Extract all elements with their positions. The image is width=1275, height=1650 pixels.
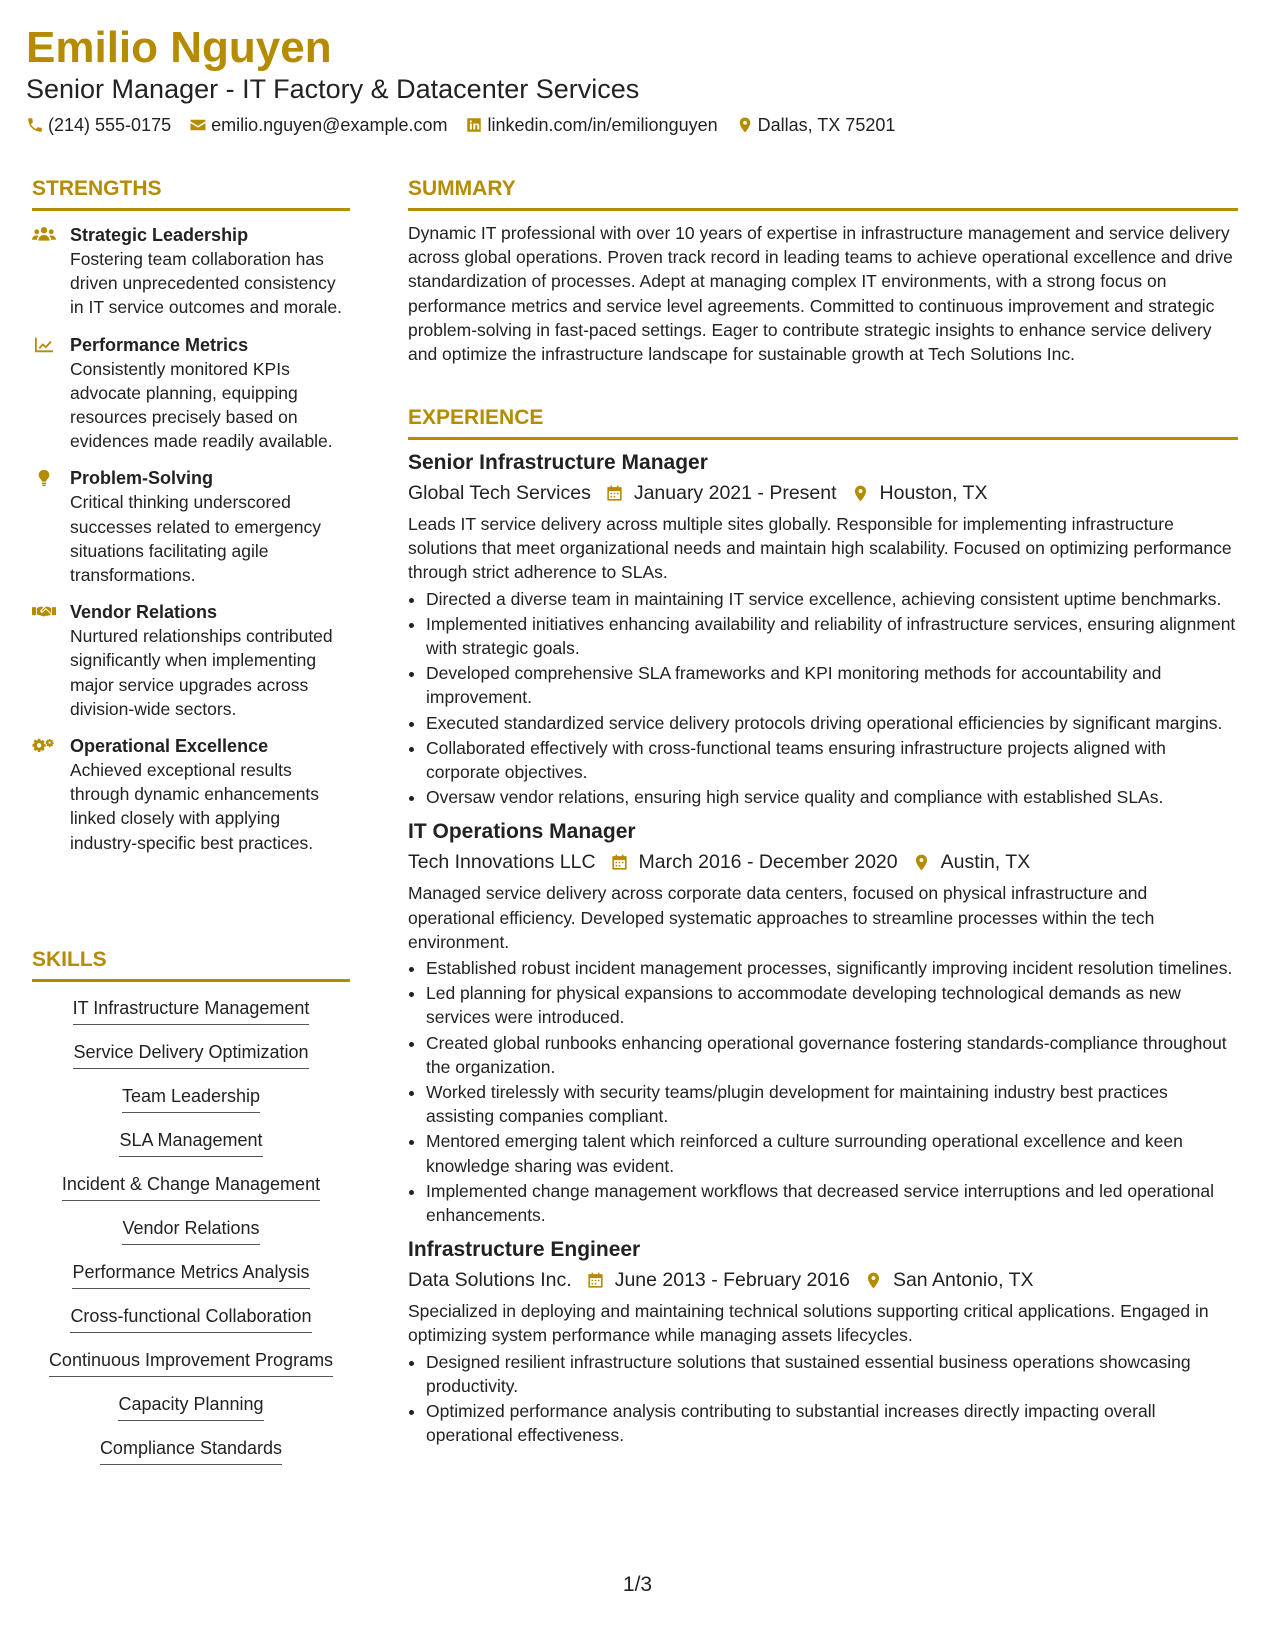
job-bullet: • Worked tirelessly with security teams/plugin development for maintaining industry best practices assisting companies compliant. (426, 1080, 1238, 1128)
job-meta (408, 478, 1238, 508)
phone-text: (214) 555-0175 (48, 115, 172, 135)
job-bullet: • Directed a diverse team in maintaining IT service excellence, achieving consistent uptime benchmarks. (426, 587, 1238, 611)
job-title: Infrastructure Engineer (408, 1238, 641, 1262)
gears-icon (32, 737, 56, 755)
job-bullet: • Developed comprehensive SLA frameworks and KPI monitoring methods for accountability and improvement. (426, 661, 1238, 709)
strength-text: Achieved exceptional results through dynamic enhancements linked closely with applying industry-specific best practices. (70, 760, 320, 853)
handshake-icon (32, 603, 56, 621)
job-bullets (408, 1350, 1238, 1448)
map-pin-icon (736, 116, 754, 134)
strength-item (32, 333, 350, 454)
job-description: Managed service delivery across corporate data centers, focused on physical infrastructure and operational efficiency. Developed systematic approaches to streamline processes within the tech environment. (408, 883, 1155, 952)
job-bullet: • Designed resilient infrastructure solutions that sustained essential business operations showcasing productivity. (426, 1350, 1238, 1398)
contact-linkedin[interactable] (465, 113, 717, 137)
job-bullet: • Implemented change management workflows that decreased service interruptions and led operational enhancements. (426, 1179, 1238, 1227)
skill-tag: Capacity Planning (118, 1392, 263, 1421)
job-title: Senior Infrastructure Manager (408, 451, 708, 474)
contact-phone[interactable] (26, 113, 171, 137)
calendar-icon (586, 1271, 605, 1290)
job-bullet: • Executed standardized service delivery protocols driving operational efficiencies by significant margins. (426, 711, 1238, 735)
job-bullets (408, 956, 1238, 1227)
contact-bar (26, 113, 913, 137)
strength-title: Strategic Leadership (70, 225, 249, 245)
lightbulb-icon (32, 469, 56, 487)
calendar-icon (610, 853, 629, 872)
email-text: emilio.nguyen@example.com (211, 115, 448, 135)
strength-item (32, 600, 350, 721)
strengths-list (32, 223, 350, 855)
strength-title: Problem-Solving (70, 468, 214, 489)
skill-tag: Continuous Improvement Programs (49, 1348, 333, 1377)
strength-title: Operational Excellence (70, 736, 269, 757)
skill-tag: Vendor Relations (122, 1216, 259, 1245)
skill-tag: SLA Management (119, 1128, 262, 1157)
job-company: Tech Innovations LLC (408, 851, 596, 874)
job-bullet: • Collaborated effectively with cross-functional teams ensuring infrastructure projects aligned with corporate objectives. (426, 736, 1238, 784)
linkedin-icon (465, 116, 483, 134)
users-icon (32, 226, 56, 244)
job-description: Specialized in deploying and maintaining technical solutions supporting critical applications. Engaged in optimizing system performance while managing assets lifecycles. (408, 1301, 1209, 1346)
job-bullet: • Led planning for physical expansions to accommodate developing technological demands as new services were introduced. (426, 981, 1238, 1029)
skills-section (32, 947, 350, 1480)
page-number: 1/3 (622, 1573, 653, 1596)
summary-title: SUMMARY (408, 176, 1238, 211)
job-description: Leads IT service delivery across multiple sites globally. Responsible for implementing infrastructure solutions that meet organizational needs and maintain high scalability. Focused on optimizing performance through strict adherence to SLAs. (408, 514, 1232, 583)
job-company: Data Solutions Inc. (408, 1269, 572, 1292)
job-title: IT Operations Manager (408, 820, 636, 844)
phone-icon (26, 116, 44, 134)
skill-tag: Team Leadership (122, 1084, 260, 1113)
strength-text: Fostering team collaboration has driven unprecedented consistency in IT service outcomes and morale. (70, 249, 343, 318)
skill-tag: Performance Metrics Analysis (72, 1260, 309, 1289)
contact-location (736, 113, 896, 137)
job-location: Austin, TX (940, 851, 1031, 874)
job-entry (408, 817, 1238, 1227)
candidate-role: Senior Manager - IT Factory & Datacenter Services (26, 74, 640, 104)
skill-tag: IT Infrastructure Management (73, 996, 310, 1025)
experience-section (408, 405, 1238, 1456)
job-meta (408, 1265, 1238, 1295)
envelope-icon (189, 116, 207, 134)
job-bullet: • Established robust incident management processes, significantly improving incident resolution timelines. (426, 956, 1238, 980)
summary-text: Dynamic IT professional with over 10 years of expertise in infrastructure management and service delivery across global operations. Proven track record in leading teams to achieve operational excellence and drive standardization of processes. Adept at managing complex IT environments, with a strong focus on performance metrics and service level agreements. Committed to continuous improvement and strategic problem-solving in fast-paced settings. Eager to contribute strategic insights to enhance service delivery and optimize the infrastructure landscape for sustainable growth at Tech Solutions Inc. (408, 223, 1233, 365)
strength-text: Critical thinking underscored successes related to emergency situations facilitating agile transformations. (70, 492, 321, 586)
skill-tag: Incident & Change Management (62, 1172, 320, 1201)
strength-text: Consistently monitored KPIs advocate planning, equipping resources precisely based on evidences made readily available. (70, 358, 333, 452)
summary-section (408, 176, 1238, 366)
strength-item (32, 223, 350, 320)
job-dates: January 2021 - Present (633, 482, 837, 504)
strength-title: Performance Metrics (70, 334, 249, 355)
map-pin-icon (864, 1271, 883, 1290)
job-company: Global Tech Services (408, 482, 591, 504)
job-location: Houston, TX (879, 482, 988, 504)
strengths-section (32, 176, 350, 868)
strength-item (32, 466, 350, 587)
experience-title: EXPERIENCE (408, 405, 1238, 440)
job-bullet: • Optimized performance analysis contributing to substantial increases directly impacting overall operational effectiveness. (426, 1399, 1238, 1447)
map-pin-icon (851, 484, 870, 503)
strength-title: Vendor Relations (70, 602, 218, 623)
skill-tag: Compliance Standards (100, 1436, 282, 1465)
skill-tag: Service Delivery Optimization (73, 1040, 308, 1069)
candidate-name: Emilio Nguyen (26, 23, 332, 72)
linkedin-text: linkedin.com/in/emilionguyen (487, 115, 718, 135)
job-meta (408, 847, 1238, 877)
location-text: Dallas, TX 75201 (757, 115, 896, 135)
contact-email[interactable] (189, 113, 447, 137)
job-entry (408, 448, 1238, 809)
strength-text: Nurtured relationships contributed significantly when implementing major service upgrades across division-wide sectors. (70, 626, 333, 719)
job-bullet: • Oversaw vendor relations, ensuring high service quality and compliance with established SLAs. (426, 785, 1238, 809)
job-entry (408, 1235, 1238, 1447)
calendar-icon (605, 484, 624, 503)
skill-tag: Cross-functional Collaboration (70, 1304, 311, 1333)
job-bullets (408, 587, 1238, 810)
skills-title: SKILLS (32, 947, 350, 982)
job-bullet: • Implemented initiatives enhancing availability and reliability of infrastructure services, ensuring alignment with strategic goals. (426, 612, 1238, 660)
job-bullet: • Created global runbooks enhancing operational governance fostering standards-compliance throughout the organization. (426, 1031, 1238, 1079)
skills-list (32, 996, 350, 1480)
chart-line-icon (32, 336, 56, 354)
job-location: San Antonio, TX (892, 1269, 1034, 1292)
strength-item (32, 734, 350, 855)
job-dates: March 2016 - December 2020 (638, 851, 898, 874)
strengths-title: STRENGTHS (32, 176, 350, 211)
job-bullet: • Mentored emerging talent which reinforced a culture surrounding operational excellence and keen knowledge sharing was evident. (426, 1129, 1238, 1177)
map-pin-icon (912, 853, 931, 872)
job-dates: June 2013 - February 2016 (614, 1269, 850, 1292)
